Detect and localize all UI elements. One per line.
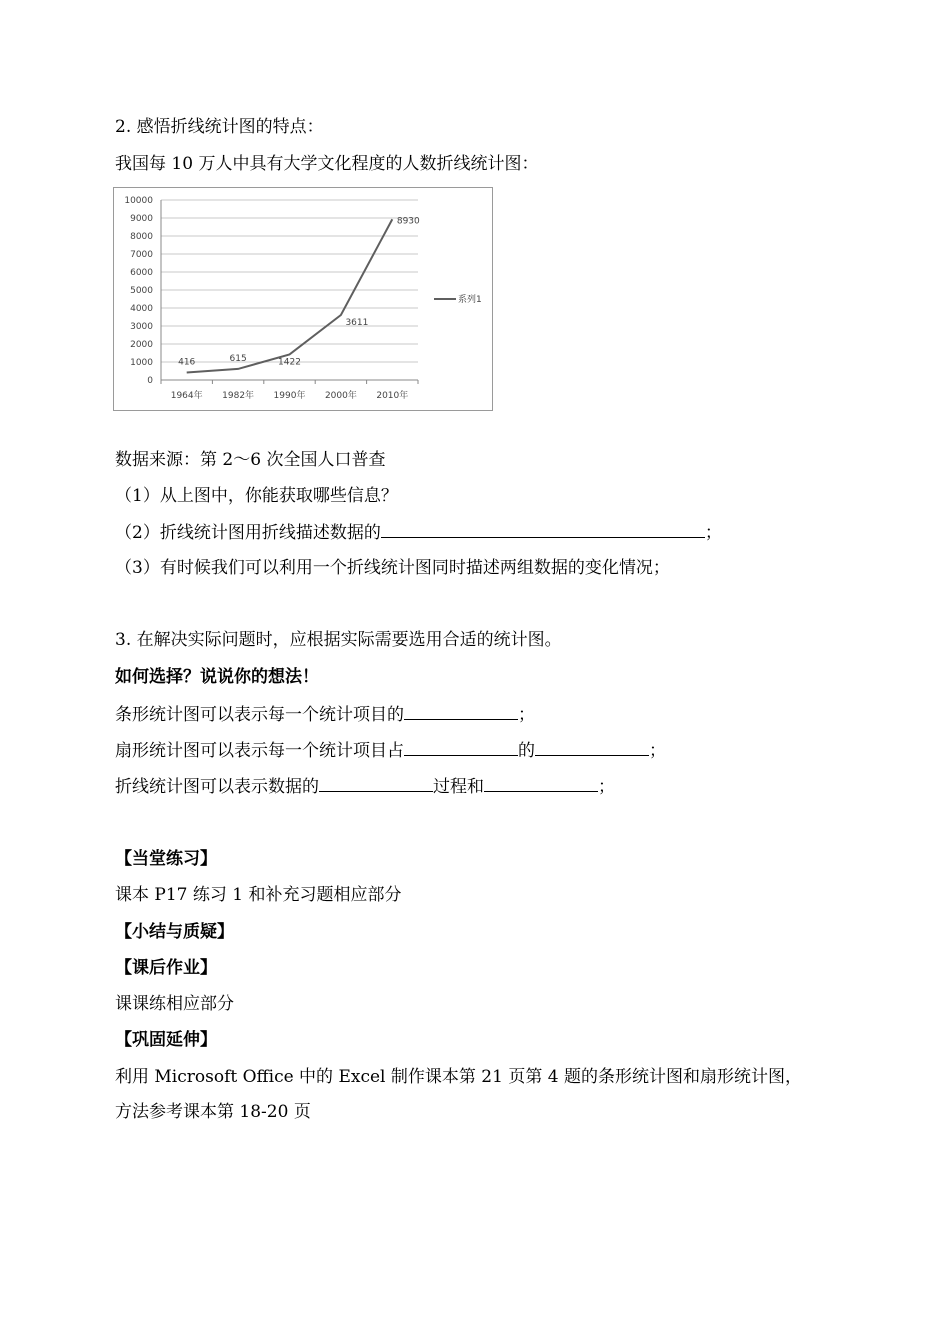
question-2-prefix: （2）折线统计图用折线描述数据的 [115,523,381,543]
bar-blank[interactable] [404,703,518,720]
question-1: （1）从上图中，你能获取哪些信息？ [115,486,398,506]
question-2-blank[interactable] [381,521,705,538]
line-chart [113,187,493,411]
y-tick-label: 6000 [130,268,153,278]
y-tick-label: 2000 [130,340,153,350]
y-tick-label: 10000 [124,196,153,206]
question-2-suffix: ； [704,523,722,543]
x-tick-label: 1964年 [170,391,203,401]
question-3: （3）有时候我们可以利用一个折线统计图同时描述两组数据的变化情况； [115,558,670,578]
y-tick-label: 4000 [130,304,153,314]
x-tick-label: 2010年 [376,391,409,401]
y-tick-label: 7000 [130,250,153,260]
section2-heading: 2. 感悟折线统计图的特点： [115,117,324,137]
y-tick-label: 1000 [130,358,153,368]
line-suffix: ； [598,777,615,797]
homework-heading: 【课后作业】 [115,958,217,978]
data-label: 416 [178,357,196,368]
data-label: 8930 [396,216,420,227]
legend-label: 系列1 [458,295,482,305]
x-tick-label: 1982年 [222,391,255,401]
series-line [187,219,393,372]
extension-heading: 【巩固延伸】 [115,1030,217,1050]
extension-line-1: 利用 Microsoft Office 中的 Excel 制作课本第 21 页第 4 题的条形统计图和扇形统计图， [115,1067,802,1087]
pie-prefix: 扇形统计图可以表示每一个统计项目占 [115,741,404,761]
practice-text: 课本 P17 练习 1 和补充习题相应部分 [115,885,402,905]
summary-heading: 【小结与质疑】 [115,922,234,942]
practice-heading: 【当堂练习】 [115,849,217,869]
line-prefix: 折线统计图可以表示数据的 [115,777,319,797]
y-tick-label: 5000 [130,286,153,296]
y-tick-label: 0 [147,376,153,386]
pie-suffix: ； [649,741,666,761]
section3-heading: 3. 在解决实际问题时，应根据实际需要选用合适的统计图。 [115,630,562,650]
chart-intro: 我国每 10 万人中具有大学文化程度的人数折线统计图： [115,154,539,174]
y-tick-label: 3000 [130,322,153,332]
data-label: 615 [229,353,247,364]
homework-text: 课课练相应部分 [115,994,234,1014]
bar-suffix: ； [518,705,535,725]
x-tick-label: 1990年 [273,391,306,401]
bar-prefix: 条形统计图可以表示每一个统计项目的 [115,705,404,725]
chart-svg [114,188,492,410]
line-mid: 过程和 [433,777,484,797]
y-tick-label: 8000 [130,232,153,242]
data-label: 3611 [345,318,369,329]
data-source: 数据来源：第 2～6 次全国人口普查 [115,450,386,470]
pie-mid: 的 [518,741,535,761]
pie-chart-sentence [115,739,666,762]
x-tick-label: 2000年 [324,391,357,401]
y-tick-label: 9000 [130,214,153,224]
line-blank-1[interactable] [319,775,433,792]
bar-chart-sentence [115,703,535,726]
question-2 [115,521,722,544]
line-blank-2[interactable] [484,775,598,792]
section3-prompt: 如何选择？说说你的想法！ [115,667,319,687]
pie-blank-2[interactable] [535,739,649,756]
line-chart-sentence [115,775,615,798]
data-label: 1422 [278,357,301,368]
extension-line-2: 方法参考课本第 18-20 页 [115,1102,311,1122]
pie-blank-1[interactable] [404,739,518,756]
